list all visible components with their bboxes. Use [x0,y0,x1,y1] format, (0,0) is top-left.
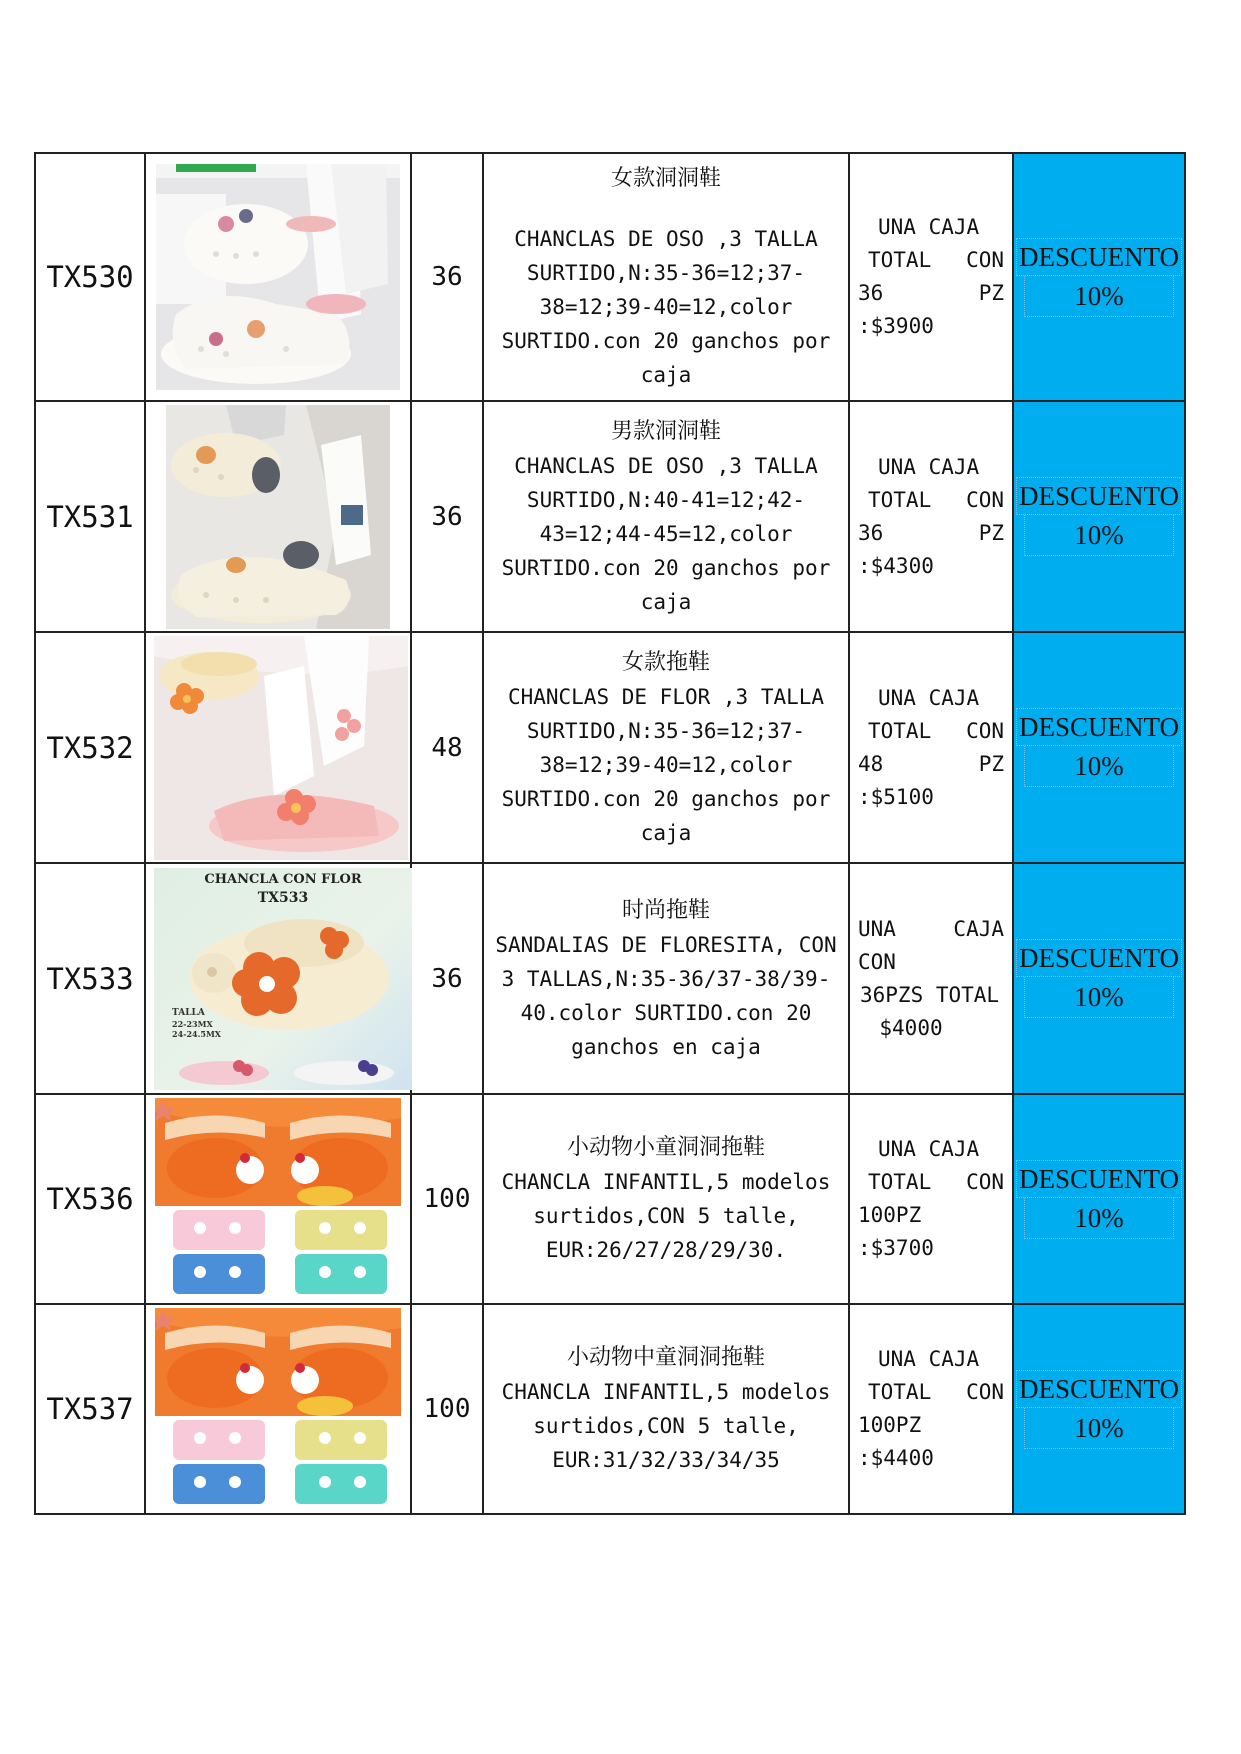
price-total: :$4300 [858,553,934,578]
discount-value: 10% [1024,977,1174,1018]
product-description [483,153,849,401]
description-line: CHANCLAS DE FLOR ,3 TALLA [507,684,825,709]
discount-cell [1013,863,1185,1094]
price-total: :$5100 [858,784,934,809]
discount-cell [1013,153,1185,401]
description-line: EUR:31/32/33/34/35 [552,1448,780,1472]
image-caption-size: 24-24.5MX [172,1028,221,1039]
product-code: TX533 [35,863,145,1094]
description-line: 3 TALLAS,N:35-36/37-38/39- [501,966,831,991]
description-cn: 时尚拖鞋 [621,897,710,923]
price-line: 36 [858,520,884,545]
price-line: TOTAL [868,718,932,743]
product-image-cell [145,632,411,863]
product-photo [154,868,412,1090]
description-line: CHANCLAS DE OSO ,3 TALLA [514,453,818,478]
price-line: CON [966,1380,1004,1404]
product-description [483,401,849,632]
price-line: TOTAL [868,1170,932,1194]
product-code: TX532 [35,632,145,863]
price-line: CON [966,248,1004,272]
product-image-cell [145,1094,411,1304]
product-catalog-table [34,152,1186,1515]
price-line: TOTAL [868,1380,932,1404]
table-row [35,1304,1185,1514]
discount-value: 10% [1024,1408,1174,1449]
discount-cell [1013,1304,1185,1514]
description-line: 43=12;44-45=12,color [539,521,793,546]
price-total: $4000 [879,1015,943,1040]
description-line: surtidos,CON 5 talle, [533,1414,799,1438]
discount-value: 10% [1024,276,1174,317]
product-image-cell [145,863,411,1094]
product-image-cell [145,153,411,401]
price-line: UNA CAJA [878,454,980,479]
table-row [35,153,1185,401]
table-row [35,632,1185,863]
product-photo [155,1308,401,1510]
price-line: 36PZS TOTAL [860,982,1000,1007]
table-row [35,1094,1185,1304]
price-line: CON [966,487,1004,512]
description-line: caja [640,820,692,845]
description-line: SURTIDO.con 20 ganchos por [501,329,831,353]
image-caption-size: 22-23MX [172,1018,213,1029]
price-line: 100PZ [858,1413,922,1437]
product-image-cell [145,401,411,632]
description-cn: 女款洞洞鞋 [610,166,721,191]
description-line: surtidos,CON 5 talle, [533,1204,799,1228]
price-info [849,1094,1013,1304]
price-line: PZ [978,281,1004,305]
discount-cell [1013,1094,1185,1304]
product-description [483,632,849,863]
description-cn: 男款洞洞鞋 [610,418,721,444]
product-code: TX530 [35,153,145,401]
price-line: 48 [858,751,884,776]
product-photo [156,164,400,390]
description-line: CHANCLA INFANTIL,5 modelos [501,1170,831,1194]
description-line: SURTIDO.con 20 ganchos por [501,555,831,580]
table-row [35,401,1185,632]
product-illustration [154,868,412,1090]
price-line: PZ [978,520,1004,545]
price-line: TOTAL [868,248,932,272]
price-line: TOTAL [868,487,932,512]
product-photo [154,636,408,860]
product-image-cell [145,1304,411,1514]
description-line: caja [640,589,692,614]
description-line: caja [640,363,692,387]
price-line: UNA CAJA [878,215,980,239]
product-code: TX531 [35,401,145,632]
price-total: :$3700 [858,1236,934,1260]
description-cn: 小动物中童洞洞拖鞋 [566,1345,765,1370]
price-info [849,401,1013,632]
quantity: 100 [411,1094,483,1304]
description-cn: 女款拖鞋 [621,649,710,675]
discount-label: DESCUENTO [1016,708,1182,746]
discount-label: DESCUENTO [1016,1160,1182,1198]
description-line: 40.color SURTIDO.con 20 [520,1000,812,1025]
price-line: PZ [978,751,1004,776]
image-caption-size: TALLA [172,1007,205,1018]
product-description [483,863,849,1094]
quantity: 36 [411,401,483,632]
description-line: CHANCLA INFANTIL,5 modelos [501,1380,831,1404]
price-line: 100PZ [858,1203,922,1227]
price-line: UNA CAJA [878,685,980,710]
price-total: :$4400 [858,1446,934,1470]
price-line: CAJA [953,916,1004,941]
product-code: TX536 [35,1094,145,1304]
image-caption-code: TX533 [257,889,309,906]
quantity: 36 [411,863,483,1094]
price-line: UNA [858,916,896,941]
discount-value: 10% [1024,746,1174,787]
quantity: 48 [411,632,483,863]
product-code: TX537 [35,1304,145,1514]
description-line: 38=12;39-40=12,color [539,752,793,777]
price-line: 36 [858,281,884,305]
description-cn: 小动物小童洞洞拖鞋 [566,1135,765,1160]
discount-value: 10% [1024,515,1174,556]
description-line: SURTIDO,N:35-36=12;37- [526,718,806,743]
price-info [849,153,1013,401]
discount-label: DESCUENTO [1016,939,1182,977]
description-line: SURTIDO,N:40-41=12;42- [526,487,806,512]
price-line: UNA CAJA [878,1137,980,1161]
quantity: 100 [411,1304,483,1514]
price-info [849,863,1013,1094]
discount-cell [1013,401,1185,632]
quantity: 36 [411,153,483,401]
description-line: SANDALIAS DE FLORESITA, CON [495,932,837,957]
price-line: CON [966,718,1004,743]
price-total: :$3900 [858,314,934,338]
image-caption-title: CHANCLA CON FLOR [204,871,362,887]
product-description [483,1304,849,1514]
product-photo [155,1098,401,1300]
product-description [483,1094,849,1304]
price-line: CON [858,949,896,974]
price-info [849,1304,1013,1514]
discount-label: DESCUENTO [1016,1370,1182,1408]
description-line: 38=12;39-40=12,color [539,295,793,319]
price-info [849,632,1013,863]
table-row [35,863,1185,1094]
price-line: UNA CAJA [878,1347,980,1371]
description-line: SURTIDO.con 20 ganchos por [501,786,831,811]
product-photo [166,405,390,629]
discount-cell [1013,632,1185,863]
price-line: CON [966,1170,1004,1194]
description-line: ganchos en caja [571,1034,761,1059]
discount-label: DESCUENTO [1016,477,1182,515]
description-line: CHANCLAS DE OSO ,3 TALLA [514,227,818,251]
description-line: SURTIDO,N:35-36=12;37- [526,261,806,285]
discount-label: DESCUENTO [1016,238,1182,276]
description-line: EUR:26/27/28/29/30. [545,1238,787,1262]
discount-value: 10% [1024,1198,1174,1239]
